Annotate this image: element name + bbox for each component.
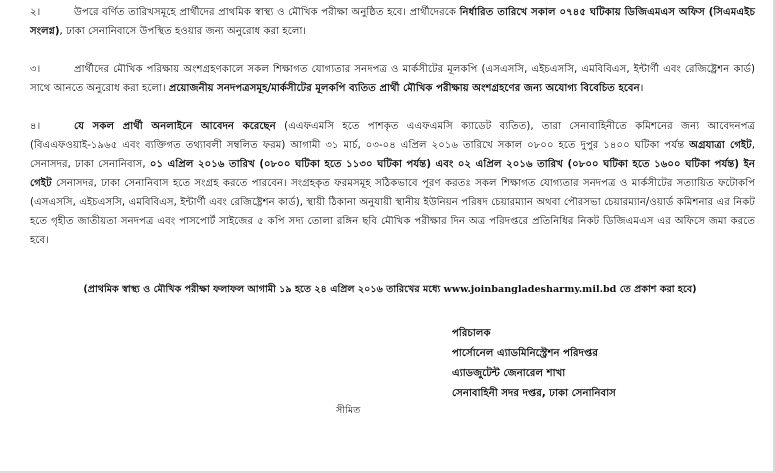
- signature-block: [452, 324, 752, 404]
- signatory-branch: এ্যাডজুটেন্ট জেনারেল শাখা: [452, 368, 566, 379]
- paragraph-number: ৪।: [30, 121, 41, 132]
- paragraph-text-bold: প্রয়োজনীয় সনদপত্রসমূহ/মার্কসীটের মূলকপি ব্যতিত প্রার্থী মৌখিক পরীক্ষায় অংশগ্রহণের জন্য অযোগ্য বিবেচিত হবেন: [168, 83, 640, 94]
- notice-text: (প্রাথমিক স্বাস্থ্য ও মৌখিক পরীক্ষা ফলাফল আগামী ১৯ হতে ২৪ এপ্রিল ২০১৬ তারিখের মধ্যে: [83, 284, 444, 295]
- paragraph-text-bold: যে সকল প্রার্থী অনলাইনে আবেদন করেছেন: [74, 121, 276, 132]
- paragraph-text-bold: নির্ধারিত তারিখে সকাল ০৭৪৫ ঘটিকায় ডিজিএমএস অফিস (সিএমএইচ সংলগ্ন): [30, 7, 755, 37]
- restricted-marking: সীমিত: [336, 405, 361, 416]
- paragraph-text-bold: ০১ এপ্রিল ২০১৬ তারিখ (০৮০০ ঘটিকা হতে ১১৩০ ঘটিকা পর্যন্ত) এবং ০২ এপ্রিল ২০১৬ তারিখ (০৮০০ ঘটিকা হতে ১৬০০ ঘটিকা পর্যন্ত) ইন গেইট: [30, 159, 755, 189]
- paragraph-text: (এএফএমসি হতে পাশকৃত এএফএমসি ক্যাডেট ব্যতিত), তারা সেনাবাহিনীতে কমিশনের জন্য আবেদনপত্র (বিএএফওয়াই-১৯৬৫ এবং ব্যক্তিগত তথ্যাবলী সম্বলিত ফরম) আগামী ৩১ মার্চ, ০৩-০৪ এপ্রিল ২০১৬ তারিখে সকাল ০৮০০ হতে দুপুর ১৪০০ ঘটিকা পর্যন্ত: [30, 121, 755, 151]
- signatory-title: পরিচালক: [452, 328, 491, 339]
- paragraph-text: সেনাসদর, ঢাকা সেনানিবাস হতে সংগ্রহ করতে পারবেন। সংগ্রহকৃত ফরমসমূহ সঠিকভাবে পূরণ করতঃ সকল শিক্ষাগত যোগ্যতার সনদপত্র ও মার্কসীটের সত্যায়িত ফটোকপি (এসএসসি, এইচএসসি, এমবিবিএস, ইন্টার্ণী এবং রেজিষ্ট্রেশন কার্ড), স্থায়ী ঠিকানা অনুযায়ী স্থানীয় ইউনিয়ন পরিষদ চেয়ারম্যান অথবা পৌরসভা চেয়ারম্যান/ওয়ার্ড কমিশনার এর নিকট হতে গৃহীত জাতীয়তা সনদপত্র এবং পাসপোর্ট সাইজের ৫ কপি সদ্য তোলা রঙ্গিন ছবি মৌখিক পরীক্ষার দিন অত্র পরিদপ্তরে প্রতিনিধির নিকট ডিজিএমএস এর অফিসে জমা করতে হবে।: [30, 178, 755, 246]
- paragraph-4: [30, 117, 755, 250]
- paragraph-number: ২।: [30, 7, 41, 18]
- signatory-directorate: পার্সোনেল এ্যাডমিনিস্ট্রেশন পরিদপ্তর: [452, 348, 598, 359]
- result-publication-notice: [40, 282, 740, 298]
- paragraph-text: , সেনাসদর, ঢাকা সেনানিবাস,: [30, 140, 755, 170]
- paragraph-text: ।: [639, 83, 644, 94]
- paragraph-2: [30, 3, 755, 41]
- paragraph-number: ৩।: [30, 64, 41, 75]
- paragraph-text: উপরে বর্ণিত তারিখসমূহে প্রার্থীদের প্রাথমিক স্বাস্থ্য ও মৌখিক পরীক্ষা অনুষ্ঠিত হবে। প্রার্থীদেরকে: [74, 7, 460, 18]
- notice-text: তে প্রকাশ করা হবে): [616, 284, 697, 295]
- paragraph-text-bold: অগ্রযাত্রা গেইট: [689, 140, 752, 151]
- paragraph-text: , ঢাকা সেনানিবাসে উপস্থিত হওয়ার জন্য অনুরোধ করা হলো।: [59, 26, 307, 37]
- website-link[interactable]: www.joinbangladesharmy.mil.bd: [443, 284, 617, 295]
- paragraph-text: প্রার্থীদের মৌখিক পরিক্ষায় অংশগ্রহণকালে সকল শিক্ষাগত যোগ্যতার সনদপত্র ও মার্কসীটের মূলকপি (এসএসসি, এইচএসসি, এমবিবিএস, ইন্টার্ণী এবং রেজিষ্ট্রেশন কার্ড) সাথে আনতে অনুরোধ করা হলো।: [30, 64, 755, 94]
- paragraph-3: [30, 60, 755, 98]
- signatory-headquarters: সেনাবাহিনী সদর দপ্তর, ঢাকা সেনানিবাস: [452, 388, 616, 399]
